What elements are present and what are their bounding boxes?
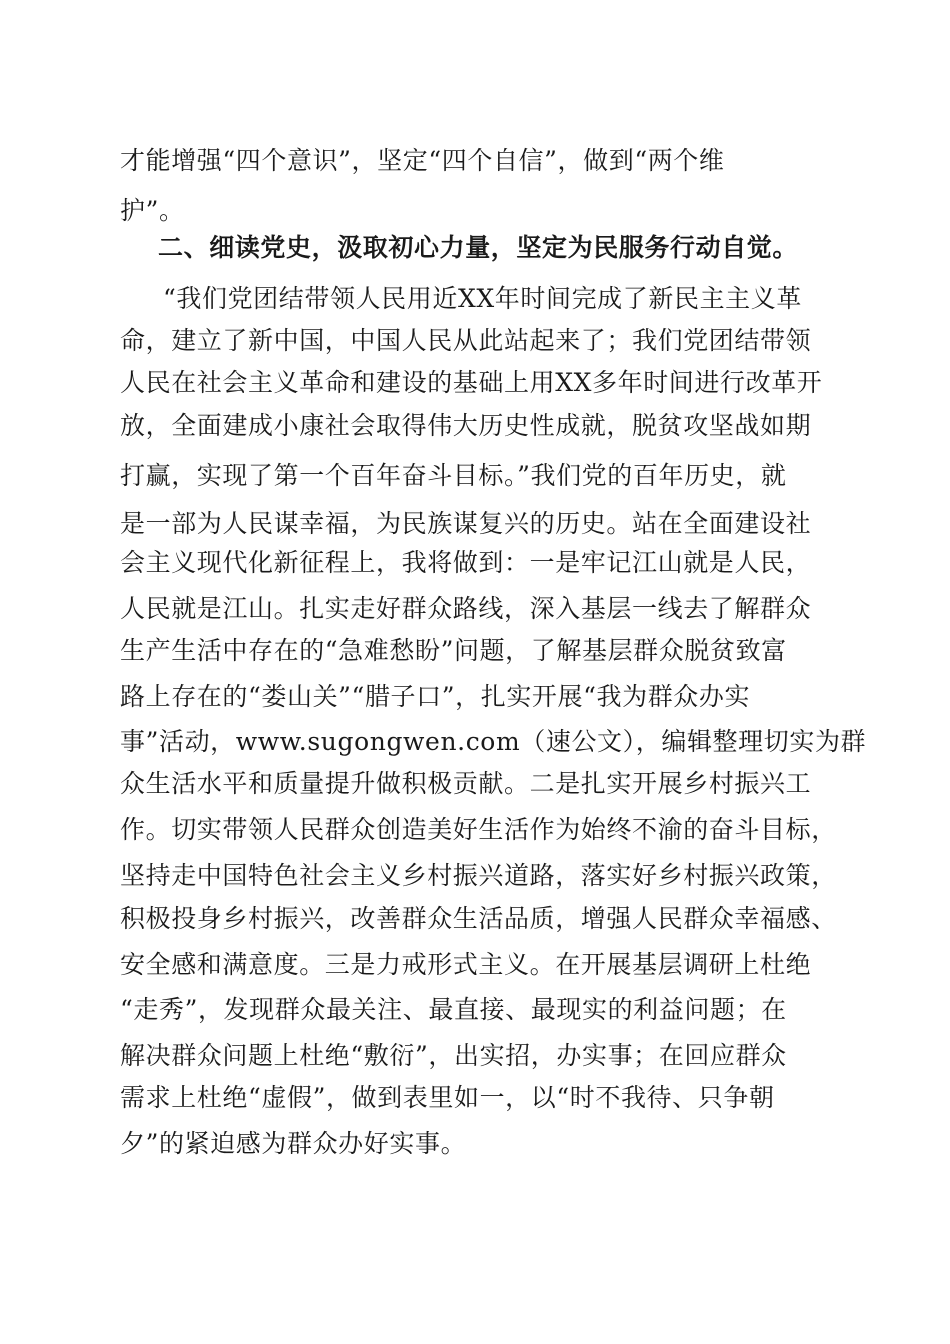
paragraph-line: 护”。: [120, 196, 185, 225]
paragraph-line: 放，全面建成小康社会取得伟大历史性成就，脱贫攻坚战如期: [120, 411, 812, 440]
paragraph-line: 坚持走中国特色社会主义乡村振兴道路，落实好乡村振兴政策，: [120, 861, 837, 890]
paragraph-line: 安全感和满意度。三是力戒形式主义。在开展基层调研上杜绝: [120, 950, 812, 979]
paragraph-line: 夕”的紧迫感为群众办好实事。: [120, 1129, 467, 1158]
paragraph-line: “我们党团结带领人民用近XX年时间完成了新民主主义革: [163, 284, 802, 313]
paragraph-line: 事”活动，www.sugongwen.com（速公文），编辑整理切实为群: [120, 727, 867, 756]
paragraph-line: 人民在社会主义革命和建设的基础上用XX多年时间进行改革开: [120, 368, 823, 397]
paragraph-line: 是一部为人民谋幸福，为民族谋复兴的历史。站在全面建设社: [120, 509, 812, 538]
paragraph-line: “走秀”，发现群众最关注、最直接、最现实的利益问题；在: [120, 995, 787, 1024]
paragraph-line: 会主义现代化新征程上，我将做到：一是牢记江山就是人民，: [120, 548, 812, 577]
section-heading: 二、细读党史，汲取初心力量，坚定为民服务行动自觉。: [158, 233, 799, 262]
paragraph-line: 需求上杜绝“虚假”，做到表里如一，以“时不我待、只争朝: [120, 1083, 775, 1112]
paragraph-line: 才能增强“四个意识”，坚定“四个自信”，做到“两个维: [120, 146, 725, 175]
paragraph-line: 众生活水平和质量提升做积极贡献。二是扎实开展乡村振兴工: [120, 769, 812, 798]
paragraph-line: 人民就是江山。扎实走好群众路线，深入基层一线去了解群众: [120, 594, 812, 623]
paragraph-line: 积极投身乡村振兴，改善群众生活品质，增强人民群众幸福感、: [120, 904, 837, 933]
paragraph-line: 解决群众问题上杜绝“敷衍”，出实招，办实事；在回应群众: [120, 1041, 787, 1070]
paragraph-line: 打赢，实现了第一个百年奋斗目标。”我们党的百年历史，就: [120, 461, 787, 490]
paragraph-line: 命，建立了新中国，中国人民从此站起来了；我们党团结带领: [120, 326, 812, 355]
paragraph-line: 作。切实带领人民群众创造美好生活作为始终不渝的奋斗目标，: [120, 815, 837, 844]
paragraph-line: 路上存在的“娄山关”“腊子口”，扎实开展“我为群众办实: [120, 682, 751, 711]
paragraph-line: 生产生活中存在的“急难愁盼”问题，了解基层群众脱贫致富: [120, 636, 787, 665]
